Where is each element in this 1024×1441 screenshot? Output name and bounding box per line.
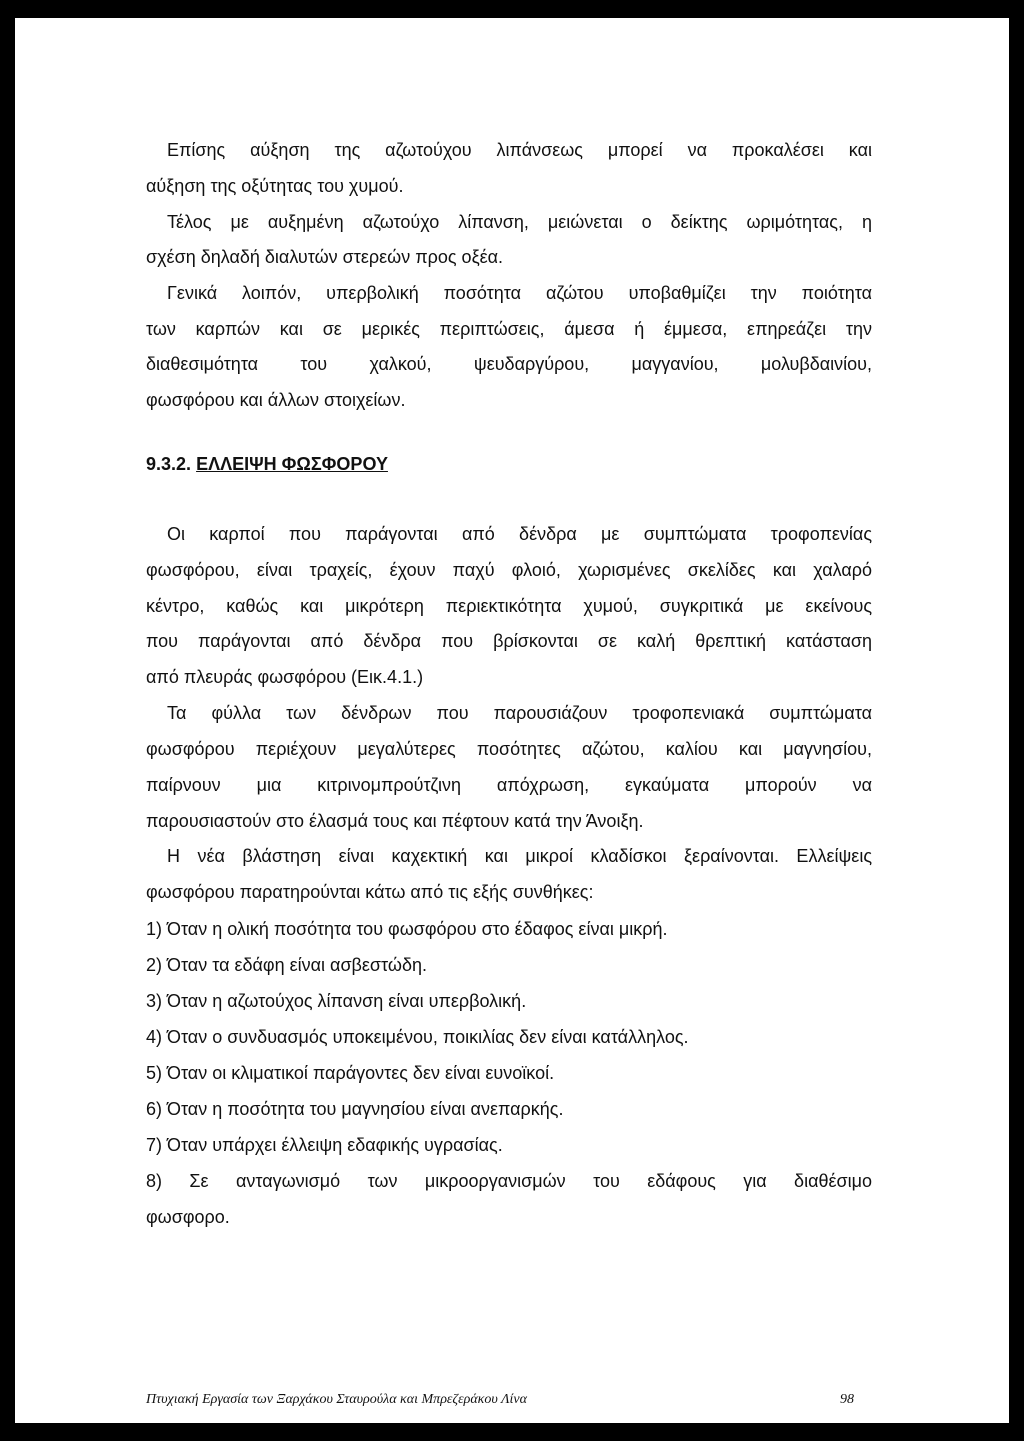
- footer-text: Πτυχιακή Εργασία των Ξαρχάκου Σταυρούλα και Μπρεζεράκου Λίνα: [146, 1392, 527, 1407]
- text-line: Επίσης αύξηση της αζωτούχου λιπάνσεως μπορεί να προκαλέσει και: [167, 140, 872, 160]
- text-line: φωσφόρου, είναι τραχείς, έχουν παχύ φλοιό, χωρισμένες σκελίδες και χαλαρό: [146, 560, 872, 580]
- text-line: διαθεσιμότητα του χαλκού, ψευδαργύρου, μαγγανίου, μολυβδαινίου,: [146, 354, 872, 374]
- text-line: Οι καρποί που παράγονται από δένδρα με συμπτώματα τροφοπενίας: [167, 524, 872, 544]
- list-item: 2) Όταν τα εδάφη είναι ασβεστώδη.: [146, 955, 427, 975]
- section-heading: [146, 453, 872, 475]
- list-item-continuation: φωσφορο.: [146, 1207, 230, 1227]
- list-item: 8) Σε ανταγωνισμό των μικροοργανισμών του εδάφους για διαθέσιμο: [146, 1171, 872, 1191]
- list-item: 4) Όταν ο συνδυασμός υποκειμένου, ποικιλίας δεν είναι κατάλληλος.: [146, 1027, 689, 1047]
- text-line: κέντρο, καθώς και μικρότερη περιεκτικότητα χυμού, συγκριτικά με εκείνους: [146, 596, 872, 616]
- list-item: 7) Όταν υπάρχει έλλειψη εδαφικής υγρασίας.: [146, 1135, 503, 1155]
- list-item: 5) Όταν οι κλιματικοί παράγοντες δεν είναι ευνοϊκοί.: [146, 1063, 555, 1083]
- text-line: παίρνουν μια κιτρινομπρούτζινη απόχρωση, εγκαύματα μπορούν να: [146, 775, 872, 795]
- text-line: Τέλος με αυξημένη αζωτούχο λίπανση, μειώνεται ο δείκτης ωριμότητας, η: [167, 212, 872, 232]
- list-item: 1) Όταν η ολική ποσότητα του φωσφόρου στο έδαφος είναι μικρή.: [146, 919, 668, 939]
- text-line: φωσφόρου και άλλων στοιχείων.: [146, 390, 406, 410]
- text-line: σχέση δηλαδή διαλυτών στερεών προς οξέα.: [146, 247, 504, 267]
- section-title: ΕΛΛΕΙΨΗ ΦΩΣΦΟΡΟΥ: [196, 454, 388, 474]
- text-line: των καρπών και σε μερικές περιπτώσεις, άμεσα ή έμμεσα, επηρεάζει την: [146, 319, 872, 339]
- text-line: Γενικά λοιπόν, υπερβολική ποσότητα αζώτου υποβαθμίζει την ποιότητα: [167, 283, 872, 303]
- text-line: φωσφόρου παρατηρούνται κάτω από τις εξής συνθήκες:: [146, 882, 594, 902]
- text-line: Τα φύλλα των δένδρων που παρουσιάζουν τροφοπενιακά συμπτώματα: [167, 703, 872, 723]
- document-page: [15, 18, 1009, 1423]
- page-footer: [146, 1391, 872, 1409]
- text-line: αύξηση της οξύτητας του χυμού.: [146, 176, 404, 196]
- text-line: παρουσιαστούν στο έλασμά τους και πέφτουν κατά την Άνοιξη.: [146, 811, 644, 831]
- text-line: από πλευράς φωσφόρου (Εικ.4.1.): [146, 667, 424, 687]
- section-number: 9.3.2.: [146, 454, 192, 474]
- list-item: 6) Όταν η ποσότητα του μαγνησίου είναι ανεπαρκής.: [146, 1099, 564, 1119]
- text-line: που παράγονται από δένδρα που βρίσκονται σε καλή θρεπτική κατάσταση: [146, 631, 872, 651]
- text-line: φωσφόρου περιέχουν μεγαλύτερες ποσότητες αζώτου, καλίου και μαγνησίου,: [146, 739, 872, 759]
- page-number: 98: [840, 1392, 854, 1407]
- text-line: Η νέα βλάστηση είναι καχεκτική και μικροί κλαδίσκοι ξεραίνονται. Ελλείψεις: [167, 846, 872, 866]
- list-item: 3) Όταν η αζωτούχος λίπανση είναι υπερβολική.: [146, 991, 527, 1011]
